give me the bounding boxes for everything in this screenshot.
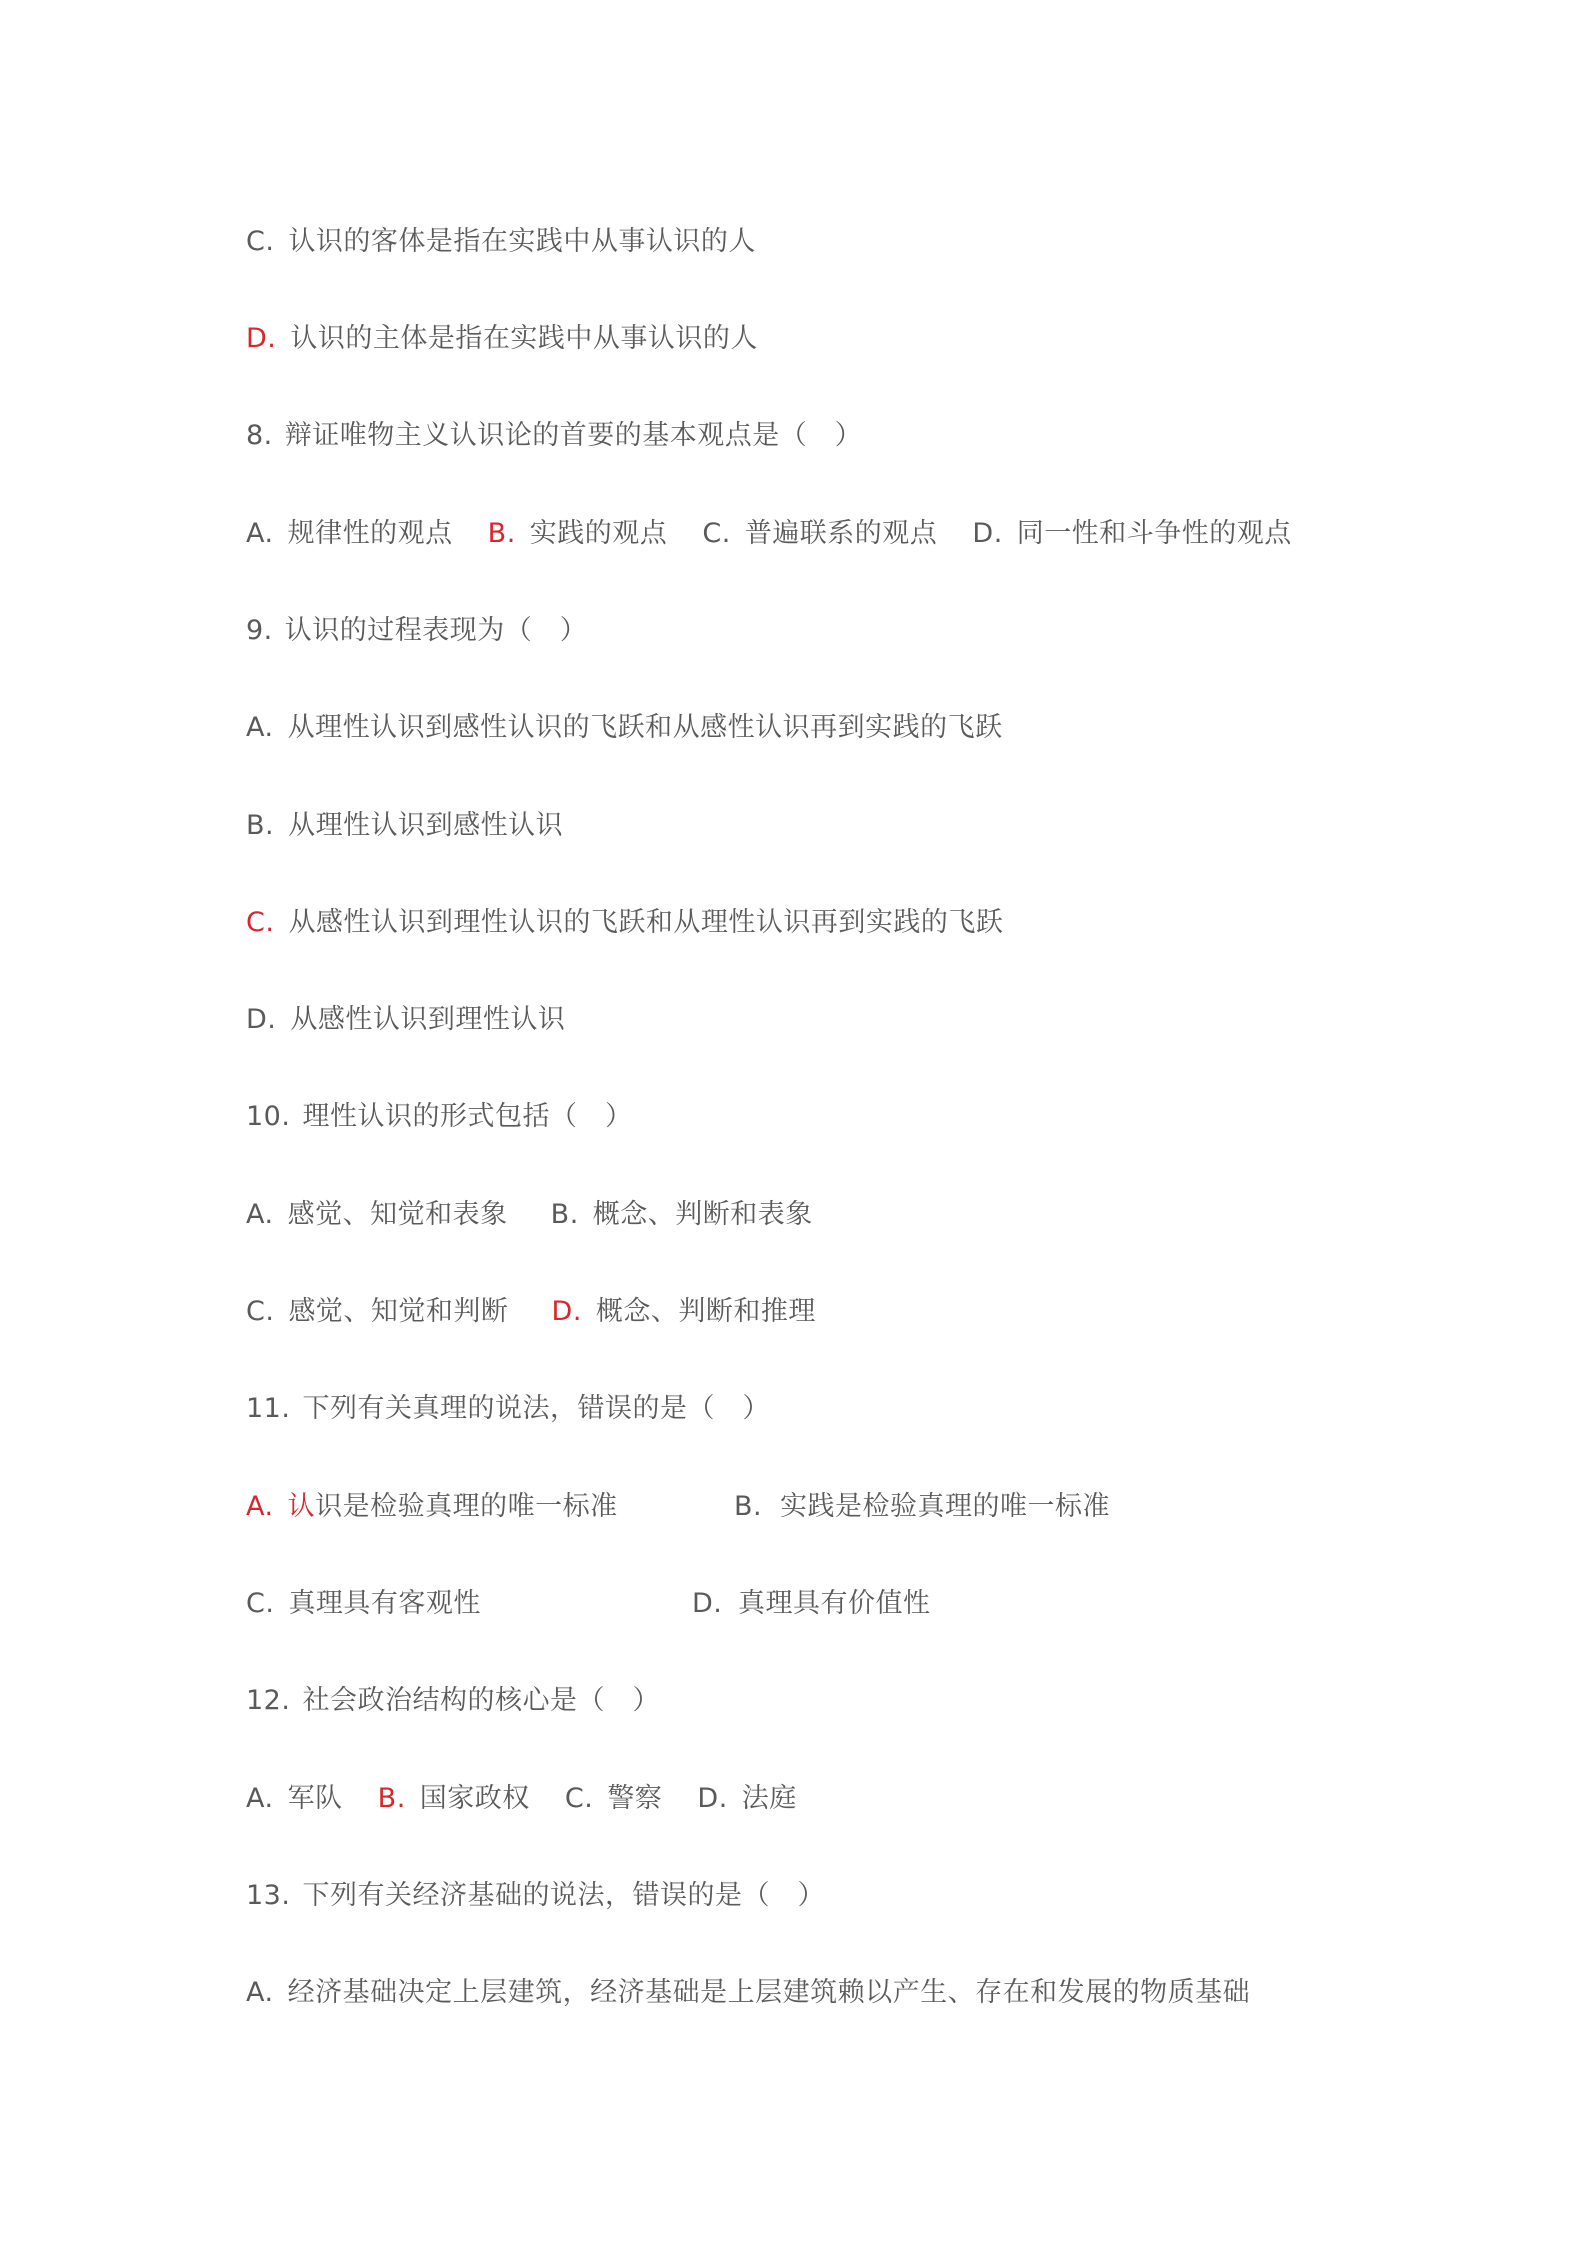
question-11-options-cd (246, 1584, 931, 1624)
option-text: 警察 (607, 1783, 663, 1814)
question-8 (246, 416, 862, 456)
question-10-options-cd (246, 1292, 816, 1332)
question-text: 理性认识的形式包括（ ） (302, 1101, 633, 1132)
option-label: A. (246, 518, 274, 549)
question-11-options-ab (246, 1487, 1110, 1527)
question-12 (246, 1681, 660, 1721)
option-text: 概念、判断和表象 (592, 1199, 813, 1230)
option-label: C. (246, 1588, 275, 1619)
option-line-d (246, 319, 758, 359)
option-label: D. (692, 1588, 723, 1619)
option-text: 规律性的观点 (287, 518, 453, 549)
option-label: D. (246, 1004, 277, 1035)
option-text: 同一性和斗争性的观点 (1016, 518, 1292, 549)
answer-label: C. (246, 907, 275, 938)
option-label: A. (246, 1783, 274, 1814)
option-text: 认识的客体是指在实践中从事认识的人 (288, 226, 756, 257)
option-text: 感觉、知觉和表象 (287, 1199, 508, 1230)
option-text: 经济基础决定上层建筑，经济基础是上层建筑赖以产生、存在和发展的物质基础 (287, 1977, 1251, 2008)
option-text: 感觉、知觉和判断 (288, 1296, 509, 1327)
answer-label: B. (487, 518, 516, 549)
question-10 (246, 1097, 632, 1137)
option-text: 实践是检验真理的唯一标准 (780, 1491, 1110, 1522)
answer-label: A. (246, 1491, 274, 1522)
option-text-first-char: 认 (287, 1491, 316, 1522)
option-text: 从感性认识到理性认识的飞跃和从理性认识再到实践的飞跃 (288, 907, 1004, 938)
option-label: A. (246, 1977, 274, 2008)
question-number: 10. (246, 1101, 291, 1132)
option-text: 法庭 (741, 1783, 797, 1814)
option-line-c (246, 903, 1003, 943)
option-text: 从理性认识到感性认识 (288, 810, 564, 841)
option-text: 普遍联系的观点 (744, 518, 938, 549)
option-label: A. (246, 1199, 274, 1230)
option-text: 真理具有客观性 (288, 1588, 481, 1619)
answer-label: B. (377, 1783, 406, 1814)
option-text: 从理性认识到感性认识的飞跃和从感性认识再到实践的飞跃 (287, 712, 1003, 743)
option-text: 真理具有价值性 (738, 1588, 931, 1619)
question-text: 认识的过程表现为（ ） (284, 615, 588, 646)
option-label: C. (246, 1296, 275, 1327)
answer-label: D. (551, 1296, 582, 1327)
option-line-a (246, 1973, 1250, 2013)
option-text: 军队 (287, 1783, 343, 1814)
option-text-rest: 识是检验真理的唯一标准 (315, 1491, 618, 1522)
option-label: C. (564, 1783, 594, 1814)
option-line-c (246, 222, 756, 262)
option-label: C. (246, 226, 275, 257)
option-text: 国家政权 (419, 1783, 530, 1814)
question-12-options (246, 1779, 797, 1819)
question-number: 11. (246, 1393, 291, 1424)
question-8-options (246, 514, 1292, 554)
question-text: 辩证唯物主义认识论的首要的基本观点是（ ） (284, 420, 863, 451)
option-text: 从感性认识到理性认识 (290, 1004, 566, 1035)
option-label: B. (734, 1491, 763, 1522)
option-line-d (246, 1000, 565, 1040)
question-13 (246, 1876, 825, 1916)
option-text (288, 1487, 618, 1527)
option-label: B. (550, 1199, 579, 1230)
option-label: A. (246, 712, 274, 743)
option-label: D. (972, 518, 1003, 549)
question-9 (246, 611, 587, 651)
question-number: 8. (246, 420, 273, 451)
option-text: 实践的观点 (529, 518, 668, 549)
question-number: 9. (246, 615, 273, 646)
answer-label: D. (246, 323, 277, 354)
option-text: 概念、判断和推理 (595, 1296, 816, 1327)
option-label: C. (702, 518, 731, 549)
question-number: 12. (246, 1685, 291, 1716)
question-10-options-ab (246, 1195, 813, 1235)
option-text: 认识的主体是指在实践中从事认识的人 (290, 323, 758, 354)
option-label: D. (697, 1783, 728, 1814)
question-text: 下列有关真理的说法，错误的是（ ） (302, 1393, 770, 1424)
option-label: B. (246, 810, 275, 841)
question-11 (246, 1389, 770, 1429)
option-line-a (246, 708, 1003, 748)
question-number: 13. (246, 1880, 291, 1911)
question-text: 下列有关经济基础的说法，错误的是（ ） (302, 1880, 825, 1911)
option-line-b (246, 806, 563, 846)
question-text: 社会政治结构的核心是（ ） (302, 1685, 660, 1716)
